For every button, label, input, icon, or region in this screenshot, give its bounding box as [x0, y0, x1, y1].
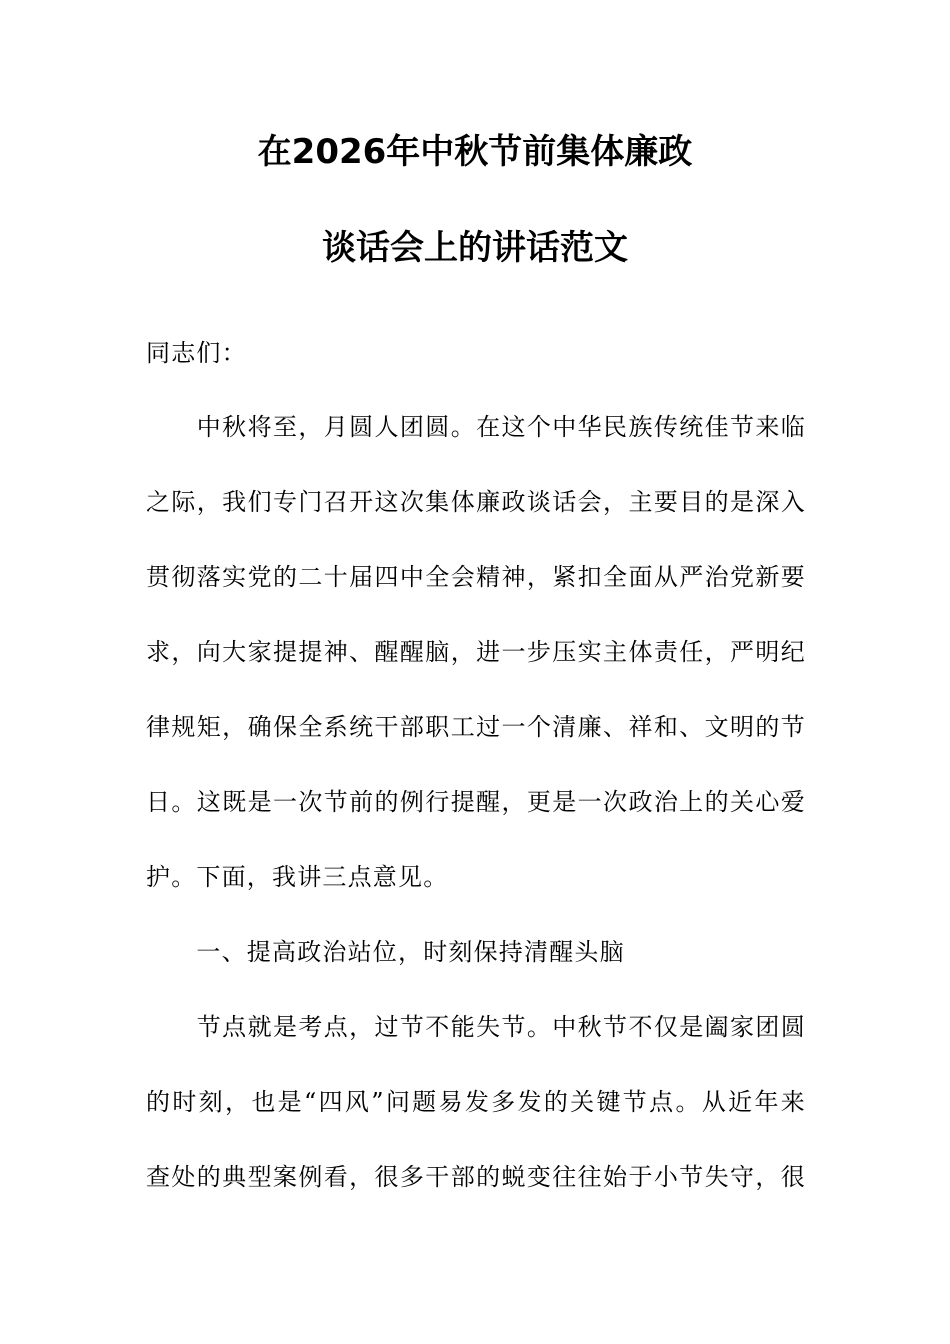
document-title-line-2: 谈话会上的讲话范文 — [322, 228, 628, 268]
paragraph-line: 查处的典型案例看，很多干部的蜕变往往始于小节失守，很 — [146, 1163, 806, 1191]
paragraph-line: 节点就是考点，过节不能失节。中秋节不仅是阖家团圆 — [146, 1013, 806, 1041]
paragraph-line: 日。这既是一次节前的例行提醒，更是一次政治上的关心爱 — [146, 788, 806, 816]
paragraph-line: 律规矩，确保全系统干部职工过一个清廉、祥和、文明的节 — [146, 713, 806, 741]
document-title-line-1: 在2026年中秋节前集体廉政 — [257, 132, 693, 172]
greeting: 同志们： — [146, 339, 247, 367]
paragraph-line: 中秋将至，月圆人团圆。在这个中华民族传统佳节来临 — [146, 413, 806, 441]
paragraph-line: 护。下面，我讲三点意见。 — [146, 863, 449, 891]
paragraph-line: 贯彻落实党的二十届四中全会精神，紧扣全面从严治党新要 — [146, 563, 806, 591]
paragraph-line: 求，向大家提提神、醒醒脑，进一步压实主体责任，严明纪 — [146, 638, 806, 666]
paragraph-line: 的时刻，也是“四风”问题易发多发的关键节点。从近年来 — [146, 1088, 806, 1116]
section-heading: 一、提高政治站位，时刻保持清醒头脑 — [146, 938, 625, 966]
paragraph-line: 之际，我们专门召开这次集体廉政谈话会，主要目的是深入 — [146, 488, 806, 516]
